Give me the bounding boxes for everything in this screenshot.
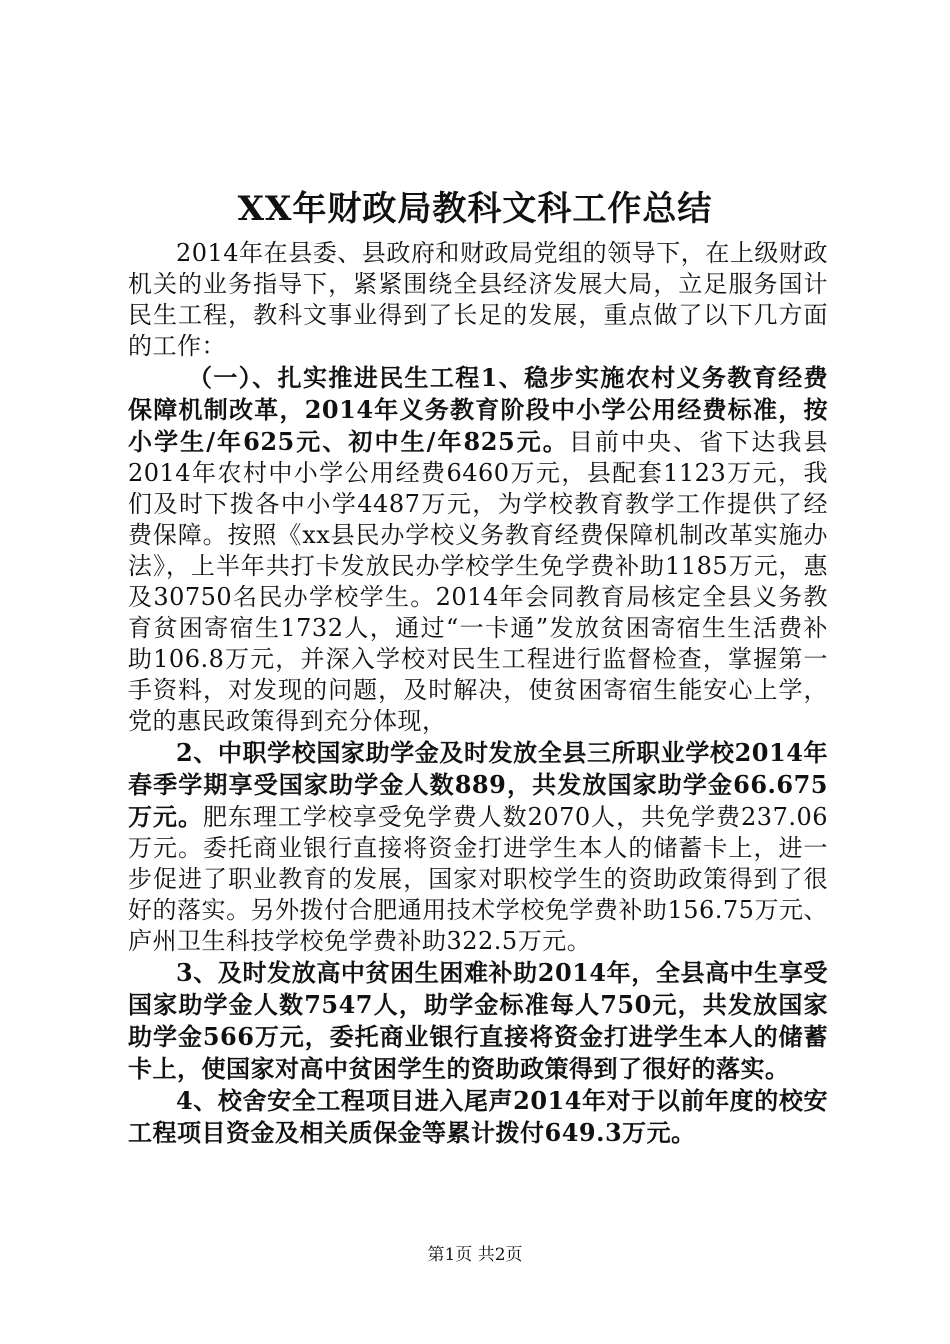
document-body <box>128 238 828 1149</box>
section-2-text: 肥东理工学校享受免学费人数2070人，共免学费237.06万元。委托商业银行直接将资金打进学生本人的储蓄卡上，进一步促进了职业教育的发展，国家对职校学生的资助政策得到了很好的落实。另外拨付合肥通用技术学校免学费补助156.75万元、庐州卫生科技学校免学费补助322.5万元。 <box>128 803 829 955</box>
section-1-text: 目前中央、省下达我县2014年农村中小学公用经费6460万元，县配套1123万元，我们及时下拨各中小学4487万元，为学校教育教学工作提供了经费保障。按照《xx县民办学校义务教育经费保障机制改革实施办法》，上半年共打卡发放民办学校学生免学费补助1185万元，惠及30750名民办学校学生。2014年会同教育局核定全县义务教育贫困寄宿生1732人，通过“一卡通”发放贫困寄宿生生活费补助106.8万元，并深入学校对民生工程进行监督检查，掌握第一手资料，对发现的问题，及时解决，使贫困寄宿生能安心上学，党的惠民政策得到充分体现， <box>128 428 828 735</box>
section-2-heading: 2、中职学校国家助学金及时发放全县三所职业学校2014年春季学期享受国家助学金人数889，共发放国家助学金66.675万元。 <box>128 738 828 831</box>
section-4-heading: 4、校舍安全工程项目进入尾声2014年对于以前年度的校安工程项目资金及相关质保金等累计拨付649.3万元。 <box>128 1086 828 1147</box>
intro-paragraph: 2014年在县委、县政府和财政局党组的领导下，在上级财政机关的业务指导下，紧紧围绕全县经济发展大局，立足服务国计民生工程，教科文事业得到了长足的发展，重点做了以下几方面的工作： <box>128 239 828 360</box>
document-title: XX年财政局教科文科工作总结 <box>237 189 713 229</box>
section-1-heading: （一）、扎实推进民生工程1、稳步实施农村义务教育经费保障机制改革，2014年义务教育阶段中小学公用经费标准，按小学生/年625元、初中生/年825元。 <box>128 363 828 456</box>
section-4-paragraph <box>128 1085 828 1149</box>
section-3-heading: 3、及时发放高中贫困生困难补助2014年，全县高中生享受国家助学金人数7547人，助学金标准每人750元，共发放国家助学金566万元，委托商业银行直接将资金打进学生本人的储蓄卡上，使国家对高中贫困学生的资助政策得到了很好的落实。 <box>128 958 828 1083</box>
section-2-paragraph <box>128 737 828 957</box>
section-3-paragraph <box>128 957 828 1085</box>
section-1-paragraph <box>128 362 828 737</box>
page-number-footer: 第1页 共2页 <box>427 1245 523 1265</box>
